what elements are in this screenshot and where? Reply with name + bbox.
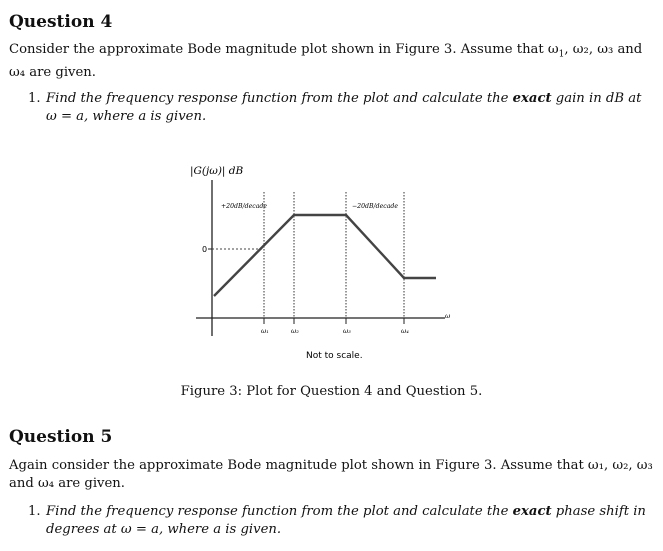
question-5-heading: Question 5	[9, 427, 113, 447]
question-5-item-1	[28, 503, 653, 539]
tick-label-omega4: ω₄	[401, 327, 409, 335]
question-4-intro-start: Consider the approximate Bode magnitude plot shown in Figure 3. Assume that ω	[9, 42, 559, 57]
magnitude-asymptote	[214, 215, 436, 296]
question-5-intro-line2: and ω₄ are given.	[9, 476, 125, 491]
question-4-intro-line2: ω₄ are given.	[9, 64, 96, 80]
tick-label-omega2: ω₂	[291, 327, 299, 335]
not-to-scale-note: Not to scale.	[306, 351, 363, 361]
tick-label-omega3: ω₃	[343, 327, 351, 335]
figure-caption: Figure 3: Plot for Question 4 and Question 5.	[180, 384, 483, 399]
question-4-intro: Consider the approximate Bode magnitude plot shown in Figure 3. Assume that $\omega_1$, ω₂, ω₃ and ω₄ are given.	[9, 42, 643, 80]
slope-down-label: −20dB/decade	[352, 203, 399, 210]
item-text-line2: degrees at ω = a, where a is given.	[46, 522, 282, 537]
item-text-b: phase shift in	[555, 504, 646, 519]
x-axis-label: ω	[445, 312, 451, 320]
slope-up-label: +20dB/decade	[221, 203, 268, 210]
item-text-a: Find the frequency response function from the plot and calculate the	[46, 91, 509, 106]
question-5-intro	[9, 457, 654, 493]
item-number: 1.	[28, 504, 41, 519]
item-text-line2: ω = a, where a is given.	[46, 109, 207, 124]
zero-label: 0	[202, 245, 208, 254]
question-4-intro-rest: , ω₂, ω₃ and	[564, 42, 643, 57]
item-text-b: gain in dB at	[555, 91, 642, 106]
item-bold-exact: exact	[512, 504, 552, 519]
y-axis-label: |G(jω)| dB	[190, 165, 244, 177]
item-number: 1.	[28, 91, 41, 106]
item-bold-exact: exact	[512, 91, 552, 106]
item-text-a: Find the frequency response function from the plot and calculate the	[46, 504, 509, 519]
question-4-heading: Question 4	[9, 12, 113, 32]
tick-label-omega1: ω₁	[261, 327, 269, 335]
question-5-intro-line1: Again consider the approximate Bode magnitude plot shown in Figure 3. Assume that ω₁, ω₂, ω₃	[9, 458, 653, 473]
